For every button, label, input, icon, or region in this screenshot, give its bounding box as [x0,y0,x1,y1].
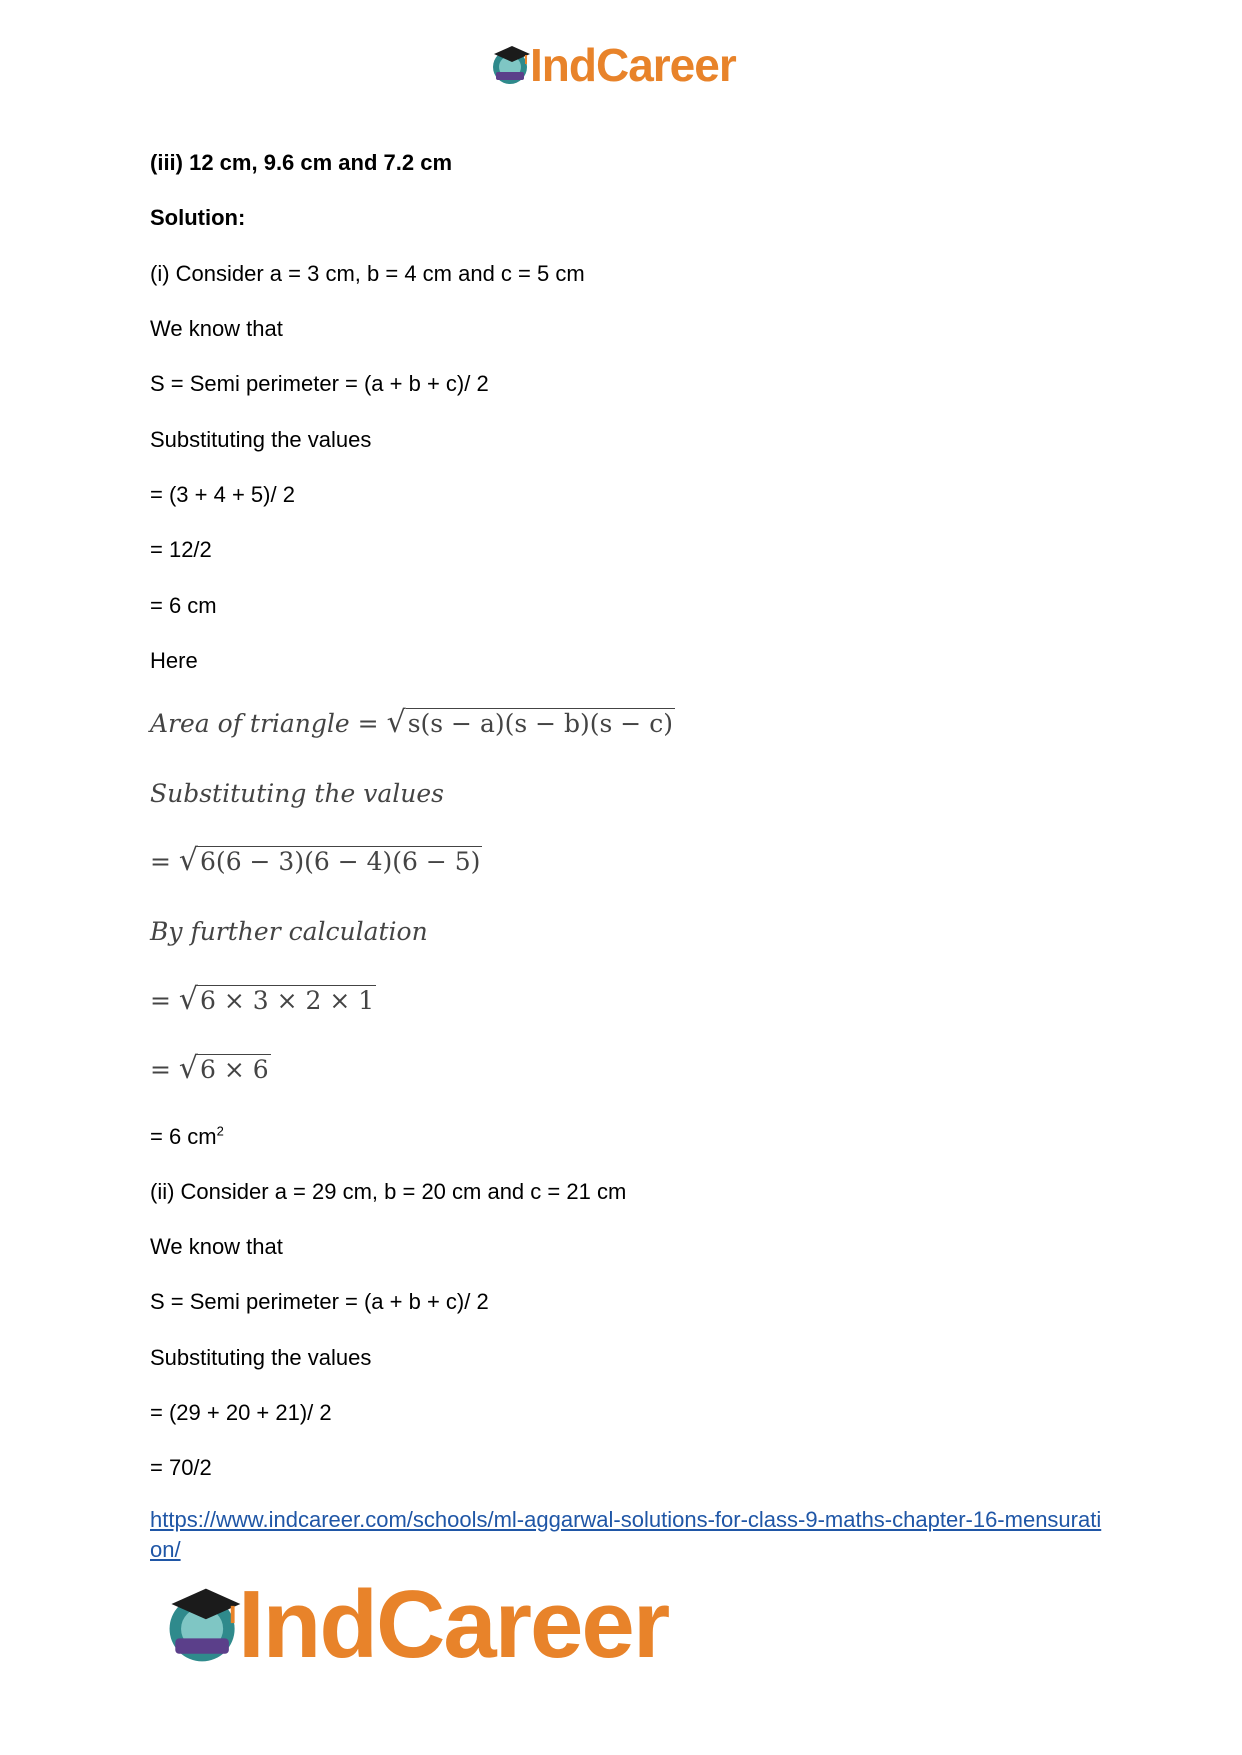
math-radicand: 6(6 − 3)(6 − 4)(6 − 5) [200,847,481,876]
math-radicand: s(s − a)(s − b)(s − c) [407,709,673,738]
text-line: Substituting the values [150,427,372,452]
text-line: Here [150,648,198,673]
text-line: S = Semi perimeter = (a + b + c)/ 2 [150,371,489,396]
math-radicand: 6 × 3 × 2 × 1 [200,986,375,1015]
source-link[interactable]: https://www.indcareer.com/schools/ml-aggarwal-solutions-for-class-9-maths-chapter-16-mensuration/ [150,1507,1102,1562]
math-radicand: 6 × 6 [200,1055,269,1084]
footer-logo [160,1571,669,1678]
math-label: Area of triangle [150,709,350,738]
text-line: S = Semi perimeter = (a + b + c)/ 2 [150,1289,489,1314]
math-step: = √ 6 × 6 [150,1051,269,1086]
footer-logo-text: IndCareer [238,1571,669,1678]
text-line: (ii) Consider a = 29 cm, b = 20 cm and c = 21 cm [150,1179,627,1204]
text-line: We know that [150,1234,283,1259]
text-line: (i) Consider a = 3 cm, b = 4 cm and c = 5 cm [150,261,585,286]
math-substitution: = √ 6(6 − 3)(6 − 4)(6 − 5) [150,843,481,878]
text-line: = (3 + 4 + 5)/ 2 [150,482,295,507]
math-text: Substituting the values [150,779,444,808]
result-line: = 6 $cm^2$ [150,1123,224,1149]
header-logo-text: IndCareer [530,39,736,91]
text-line: = (29 + 20 + 21)/ 2 [150,1400,332,1425]
text-line: = 6 cm [150,593,217,618]
question-part-iii: (iii) 12 cm, 9.6 cm and 7.2 cm [150,150,453,175]
text-line: = 12/2 [150,537,212,562]
graduation-globe-icon [160,1581,248,1669]
text-line: We know that [150,316,283,341]
math-text: By further calculation [150,917,428,946]
header-logo [488,40,736,90]
text-line: = 70/2 [150,1455,212,1480]
graduation-globe-icon [488,42,534,88]
solution-heading: Solution: [150,205,246,230]
math-step: = √ 6 × 3 × 2 × 1 [150,982,375,1017]
math-area-formula: Area of triangle = √ s(s − a)(s − b)(s − c) [150,705,673,740]
text-line: Substituting the values [150,1345,372,1370]
